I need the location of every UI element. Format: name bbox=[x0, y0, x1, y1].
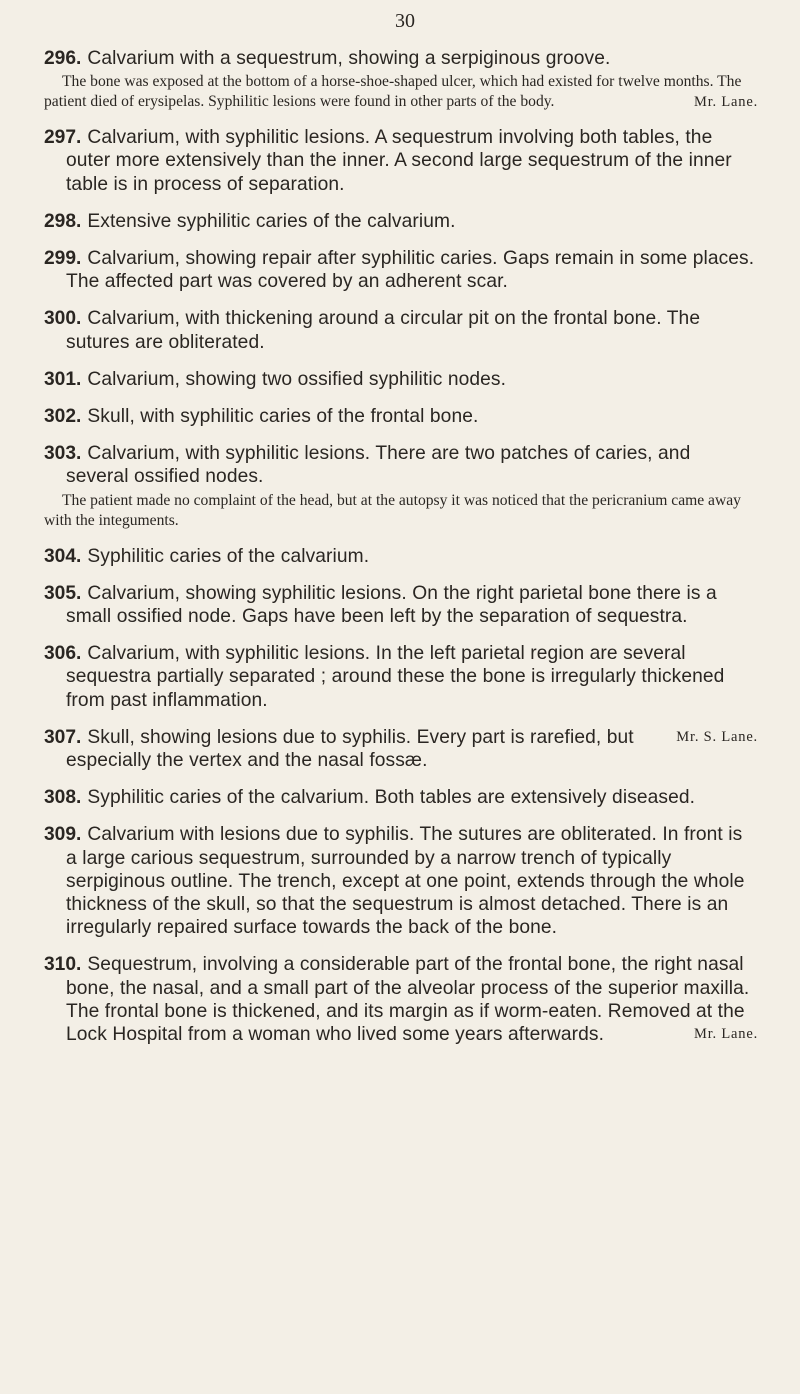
entry-text: Calvarium, with syphilitic lesions. There are two patches of caries, and several ossified nodes. bbox=[66, 443, 691, 488]
entry-text: Skull, with syphilitic caries of the frontal bone. bbox=[87, 406, 479, 428]
entry-number: 302. bbox=[44, 406, 82, 428]
catalogue-entries bbox=[44, 47, 758, 1046]
entry-text: Calvarium, showing syphilitic lesions. On the right parietal bone there is a small ossified node. Gaps have been left by the separation of sequestra. bbox=[66, 582, 717, 628]
entry-298 bbox=[44, 210, 758, 233]
entry-302 bbox=[44, 405, 758, 428]
entry-text: Calvarium, with thickening around a circular pit on the frontal bone. The sutures are obliterated. bbox=[66, 308, 701, 353]
entry-number: 308. bbox=[44, 787, 82, 809]
entry-306 bbox=[44, 642, 758, 712]
entry-number: 301. bbox=[44, 368, 82, 390]
entry-number: 303. bbox=[44, 443, 82, 465]
entry-number: 296. bbox=[44, 48, 82, 69]
entry-text: Calvarium, with syphilitic lesions. In the left parietal region are several sequestra partially separated ; around these the bone is irregularly thickened from past inflammation. bbox=[66, 643, 725, 711]
entry-text: Calvarium, showing repair after syphilitic caries. Gaps remain in some places. The affected part was covered by an adherent scar. bbox=[66, 248, 755, 293]
entry-note: The patient made no complaint of the head, but at the autopsy it was noticed that the pericranium came away with the integuments. bbox=[44, 491, 741, 529]
entry-credit: Mr. S. Lane. bbox=[676, 728, 758, 745]
entry-number: 304. bbox=[44, 545, 82, 567]
entry-number: 306. bbox=[44, 643, 82, 665]
entry-303 bbox=[44, 442, 758, 530]
entry-308 bbox=[44, 786, 758, 809]
entry-number: 298. bbox=[44, 210, 82, 232]
entry-text: Calvarium with lesions due to syphilis. The sutures are obliterated. In front is a large carious sequestrum, surrounded by a narrow trench of typically serpiginous outline. The trench, except at one point, extends through the whole thickness of the skull, so that the sequestrum is almost detached. There is an irregularly repaired surface towards the back of the bone. bbox=[66, 824, 745, 939]
entry-number: 307. bbox=[44, 726, 82, 748]
entry-text: Calvarium with a sequestrum, showing a serpiginous groove. bbox=[87, 48, 611, 69]
entry-credit: Mr. Lane. bbox=[694, 1026, 758, 1043]
entry-text: Calvarium, showing two ossified syphilitic nodes. bbox=[87, 368, 507, 390]
entry-296 bbox=[44, 47, 758, 112]
entry-credit: Mr. Lane. bbox=[694, 94, 758, 111]
entry-text: Skull, showing lesions due to syphilis. Every part is rarefied, but especially the vertex and the nasal fossæ. bbox=[66, 726, 634, 772]
entry-number: 297. bbox=[44, 127, 82, 149]
entry-number: 299. bbox=[44, 248, 82, 270]
entry-text: Calvarium, with syphilitic lesions. A sequestrum involving both tables, the outer more extensively than the inner. A second large sequestrum of the inner table is in process of separation. bbox=[66, 127, 732, 195]
entry-307 bbox=[44, 726, 758, 772]
entry-309 bbox=[44, 823, 758, 939]
entry-300 bbox=[44, 307, 758, 353]
entry-305 bbox=[44, 582, 758, 628]
entry-number: 310. bbox=[44, 954, 82, 976]
entry-number: 309. bbox=[44, 824, 82, 846]
entry-text: Syphilitic caries of the calvarium. Both tables are extensively diseased. bbox=[87, 787, 696, 809]
entry-number: 305. bbox=[44, 582, 82, 604]
page-number: 30 bbox=[395, 10, 415, 32]
entry-301 bbox=[44, 368, 758, 391]
entry-299 bbox=[44, 247, 758, 293]
entry-number: 300. bbox=[44, 308, 82, 330]
entry-297 bbox=[44, 126, 758, 196]
entry-text: Sequestrum, involving a considerable part of the frontal bone, the right nasal bone, the nasal, and a small part of the alveolar process of the superior maxilla. The frontal bone is thickened, and its margin as if worm-eaten. Removed at the Lock Hospital from a woman who lived some years afterwards. bbox=[66, 954, 750, 1046]
entry-note: The bone was exposed at the bottom of a horse-shoe-shaped ulcer, which had existed for twelve months. The patient died of erysipelas. Syphilitic lesions were found in other parts of the body. bbox=[44, 73, 742, 111]
entry-310 bbox=[44, 953, 758, 1046]
entry-text: Extensive syphilitic caries of the calvarium. bbox=[87, 210, 456, 232]
entry-text: Syphilitic caries of the calvarium. bbox=[87, 545, 370, 567]
entry-304 bbox=[44, 545, 758, 568]
